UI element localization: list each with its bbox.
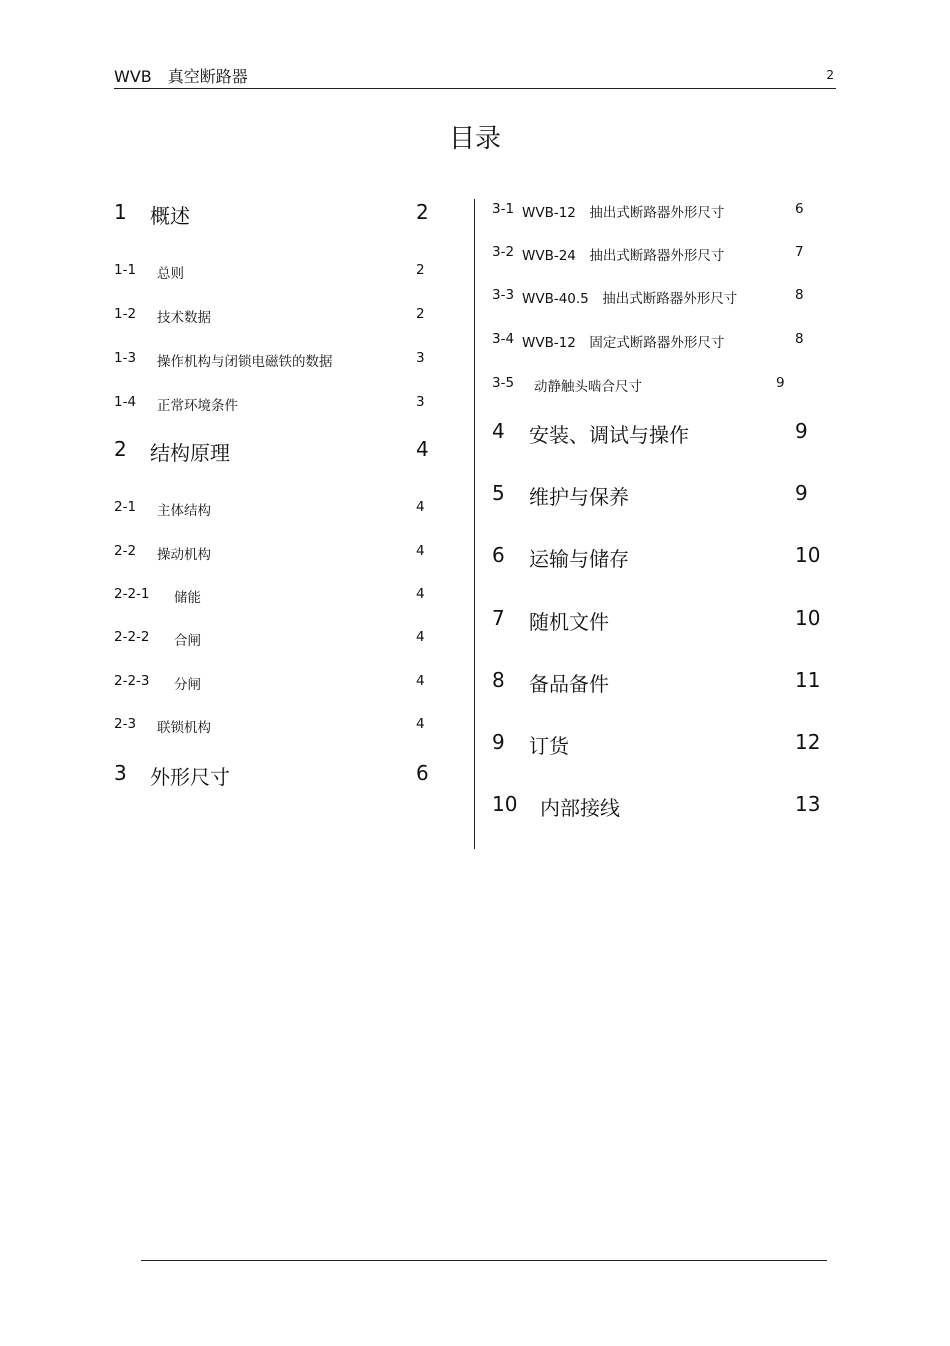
toc-entry[interactable] xyxy=(114,499,444,519)
toc-entry-number: 4 xyxy=(492,419,505,443)
toc-entry-page: 8 xyxy=(795,331,804,347)
toc-entry[interactable] xyxy=(492,606,832,634)
toc-entry[interactable] xyxy=(492,419,832,447)
toc-entry-page: 13 xyxy=(795,792,821,816)
document-title: WVB 真空断路器 xyxy=(114,67,248,86)
toc-entry-label: 操作机构与闭锁电磁铁的数据 xyxy=(157,354,333,370)
toc-entry-number: 3-5 xyxy=(492,375,515,391)
toc-entry-label: 概述 xyxy=(150,204,190,228)
toc-entry-label: 分闸 xyxy=(174,677,201,693)
toc-entry-number: 7 xyxy=(492,606,505,630)
toc-entry[interactable] xyxy=(114,394,444,414)
toc-entry-number: 10 xyxy=(492,792,518,816)
toc-entry[interactable] xyxy=(492,481,832,509)
toc-entry-number: 6 xyxy=(492,543,505,567)
toc-entry[interactable] xyxy=(114,673,444,693)
toc-entry-label: 主体结构 xyxy=(157,503,211,519)
toc-entry[interactable] xyxy=(114,437,444,465)
toc-entry[interactable] xyxy=(114,543,444,563)
toc-entry-number: 2-2-2 xyxy=(114,629,150,645)
toc-entry-page: 3 xyxy=(416,394,425,410)
toc-entry-number: 3-2 xyxy=(492,244,515,260)
toc-entry-label: 订货 xyxy=(529,734,569,758)
toc-entry-number: 3-3 xyxy=(492,287,515,303)
toc-entry-label: WVB-12 固定式断路器外形尺寸 xyxy=(522,335,725,351)
toc-entry-number: 3 xyxy=(114,761,127,785)
toc-entry[interactable] xyxy=(114,306,444,326)
column-divider xyxy=(474,199,475,849)
toc-entry[interactable] xyxy=(114,629,444,649)
toc-entry-label: WVB-40.5 抽出式断路器外形尺寸 xyxy=(522,291,738,307)
toc-entry-number: 2-3 xyxy=(114,716,137,732)
toc-entry-number: 2-2-1 xyxy=(114,586,150,602)
toc-entry[interactable] xyxy=(492,331,822,351)
toc-entry-page: 3 xyxy=(416,350,425,366)
toc-entry-label: 合闸 xyxy=(174,633,201,649)
toc-entry[interactable] xyxy=(114,262,444,282)
toc-entry-label: WVB-12 抽出式断路器外形尺寸 xyxy=(522,205,725,221)
toc-entry-label: 动静触头啮合尺寸 xyxy=(534,379,642,395)
toc-entry[interactable] xyxy=(492,792,832,820)
toc-entry-page: 4 xyxy=(416,629,425,645)
toc-entry-label: 联锁机构 xyxy=(157,720,211,736)
toc-entry-number: 2-2 xyxy=(114,543,137,559)
toc-heading: 目录 xyxy=(448,124,501,154)
toc-entry-label: 结构原理 xyxy=(150,441,230,465)
toc-entry-page: 2 xyxy=(416,200,429,224)
toc-entry-page: 4 xyxy=(416,673,425,689)
footer-rule xyxy=(141,1260,827,1261)
toc-entry-label: 总则 xyxy=(157,266,184,282)
toc-entry-page: 8 xyxy=(795,287,804,303)
toc-entry-label: 内部接线 xyxy=(540,796,620,820)
toc-entry[interactable] xyxy=(492,543,832,571)
toc-entry[interactable] xyxy=(114,716,444,736)
toc-entry[interactable] xyxy=(114,761,444,789)
toc-entry-page: 4 xyxy=(416,586,425,602)
page-header xyxy=(114,62,836,89)
toc-entry-page: 4 xyxy=(416,543,425,559)
toc-entry-page: 7 xyxy=(795,244,804,260)
toc-entry-number: 1-2 xyxy=(114,306,137,322)
toc-entry-number: 1 xyxy=(114,200,127,224)
toc-entry-page: 4 xyxy=(416,437,429,461)
toc-entry-page: 11 xyxy=(795,668,821,692)
toc-entry-label: 随机文件 xyxy=(529,610,609,634)
toc-entry[interactable] xyxy=(492,287,822,307)
toc-entry-number: 9 xyxy=(492,730,505,754)
toc-entry-page: 9 xyxy=(795,481,808,505)
toc-entry[interactable] xyxy=(492,244,822,264)
toc-entry[interactable] xyxy=(114,200,444,228)
toc-entry[interactable] xyxy=(492,201,822,221)
toc-entry-page: 9 xyxy=(776,375,785,391)
toc-entry-number: 2 xyxy=(114,437,127,461)
toc-entry-label: 备品备件 xyxy=(529,672,609,696)
toc-entry-number: 1-3 xyxy=(114,350,137,366)
toc-entry-page: 4 xyxy=(416,499,425,515)
toc-entry-page: 10 xyxy=(795,543,821,567)
toc-entry-label: 操动机构 xyxy=(157,547,211,563)
toc-entry-page: 6 xyxy=(795,201,804,217)
toc-entry-label: WVB-24 抽出式断路器外形尺寸 xyxy=(522,248,725,264)
toc-entry-label: 储能 xyxy=(174,590,201,606)
toc-entry-page: 12 xyxy=(795,730,821,754)
toc-entry-number: 3-1 xyxy=(492,201,515,217)
toc-entry-number: 1-4 xyxy=(114,394,137,410)
toc-entry-page: 6 xyxy=(416,761,429,785)
toc-entry-label: 运输与储存 xyxy=(529,547,629,571)
toc-entry-number: 8 xyxy=(492,668,505,692)
toc-entry-number: 3-4 xyxy=(492,331,515,347)
toc-entry-number: 5 xyxy=(492,481,505,505)
toc-entry-label: 技术数据 xyxy=(157,310,211,326)
toc-entry-page: 9 xyxy=(795,419,808,443)
toc-entry-label: 安装、调试与操作 xyxy=(529,423,689,447)
toc-entry[interactable] xyxy=(492,668,832,696)
toc-entry[interactable] xyxy=(492,730,832,758)
toc-entry-page: 2 xyxy=(416,306,425,322)
toc-entry-number: 2-1 xyxy=(114,499,137,515)
toc-entry[interactable] xyxy=(492,375,822,395)
toc-entry-page: 2 xyxy=(416,262,425,278)
toc-entry-label: 外形尺寸 xyxy=(150,765,230,789)
toc-entry[interactable] xyxy=(114,586,444,606)
toc-entry-number: 1-1 xyxy=(114,262,137,278)
header-page-number: 2 xyxy=(826,68,834,82)
toc-entry[interactable] xyxy=(114,350,444,370)
toc-entry-page: 10 xyxy=(795,606,821,630)
toc-entry-page: 4 xyxy=(416,716,425,732)
toc-entry-label: 正常环境条件 xyxy=(157,398,238,414)
toc-entry-number: 2-2-3 xyxy=(114,673,150,689)
toc-entry-label: 维护与保养 xyxy=(529,485,629,509)
